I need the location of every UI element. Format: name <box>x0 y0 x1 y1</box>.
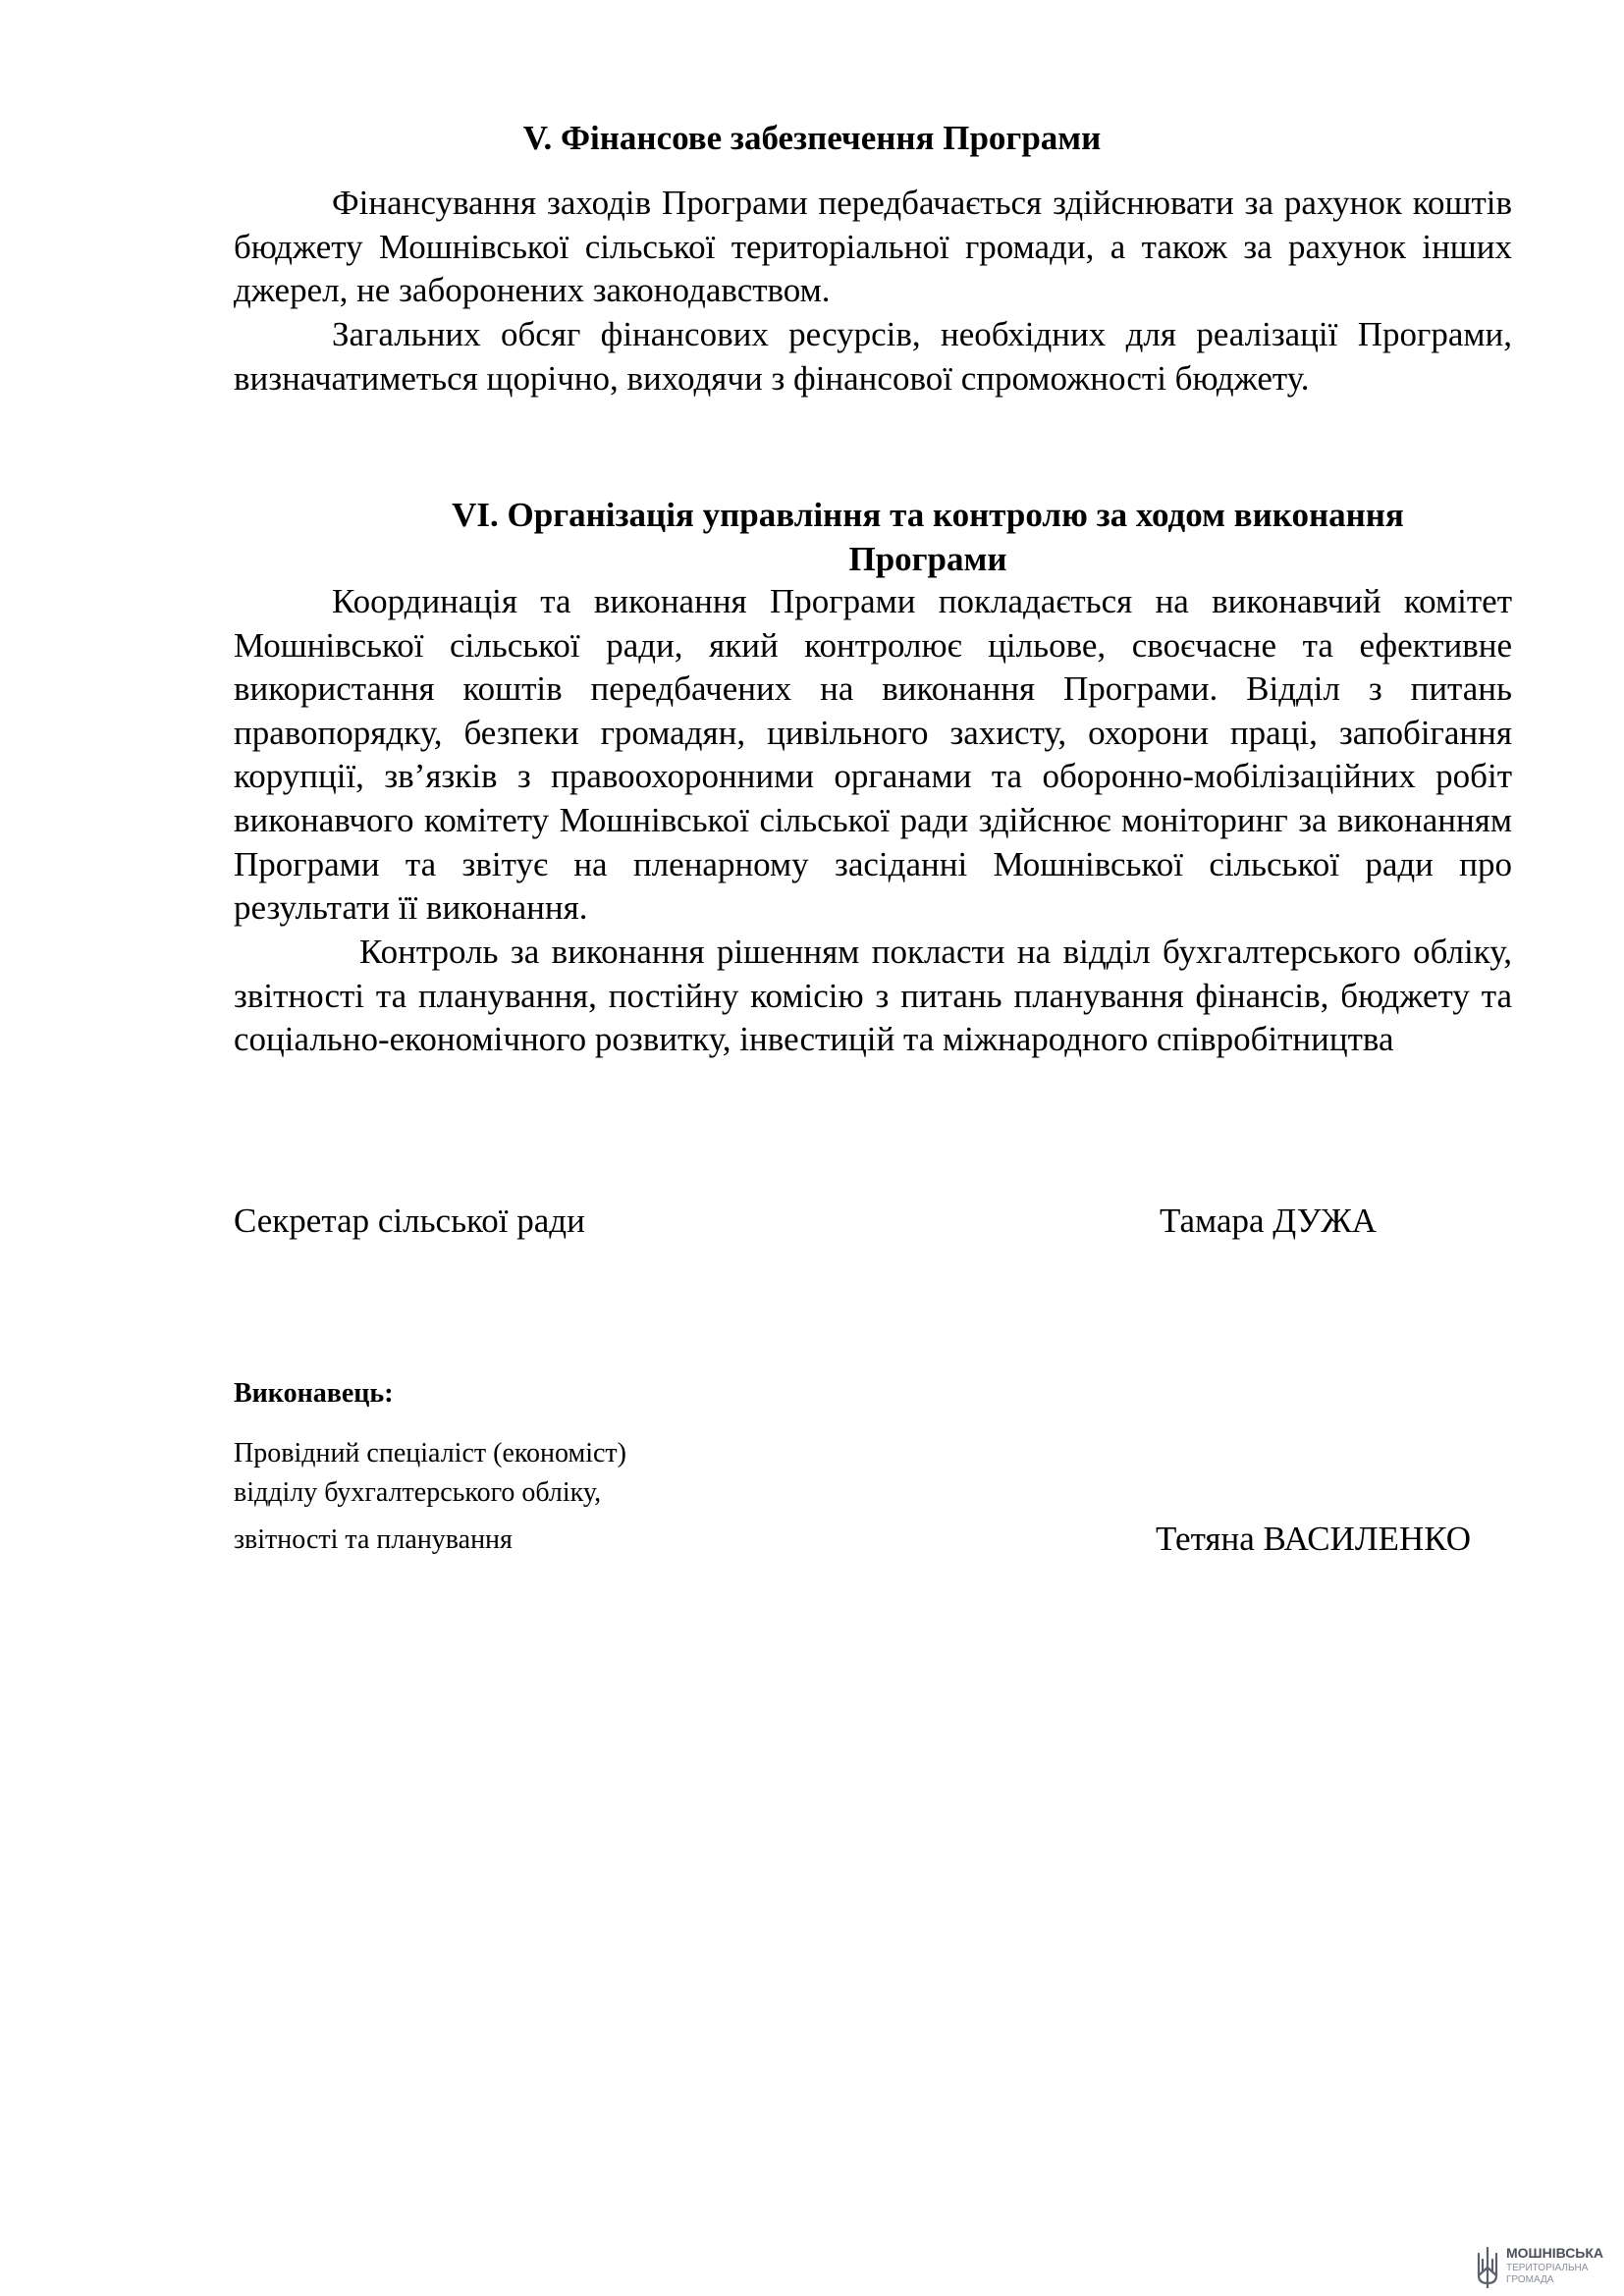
section-5-heading: V. Фінансове забезпечення Програми <box>522 119 1102 157</box>
section-6-heading-line-1: VI. Організація управління та контролю за ходом виконання <box>452 496 1404 534</box>
logo-subtitle-1: ТЕРИТОРІАЛЬНА <box>1506 2263 1589 2273</box>
section-6-paragraph-1: Координація та виконання Програми покладається на виконавчий комітет Мошнівської сільської ради, який контролює цільове, своєчасне та ефективне використання коштів передбачених на виконання Програми. Відділ з питань правопорядку, безпеки громадян, цивільного захисту, охорони праці, запобігання корупції, зв’язків з правоохоронними органами та оборонно-мобілізаційних робіт виконавчого комітету Мошнівської сільської ради здійснює моніторинг за виконанням Програми та звітує на пленарному засіданні Мошнівської сільської ради про результати її виконання. <box>234 582 1512 928</box>
logo-subtitle-2: ГРОМАДА <box>1506 2274 1554 2285</box>
section-5-paragraph-2: Загальних обсяг фінансових ресурсів, необхідних для реалізації Програми, визначатиметься щорічно, виходячи з фінансової спроможності бюджету. <box>234 315 1512 398</box>
executor-name: Тетяна ВАСИЛЕНКО <box>1156 1520 1471 1558</box>
section-6-paragraph-2: Контроль за виконання рішенням покласти на відділ бухгалтерського обліку, звітності та планування, постійну комісію з питань планування фінансів, бюджету та соціально-економічного розвитку, інвестицій та міжнародного співробітництва <box>234 933 1512 1059</box>
executor-label: Виконавець: <box>234 1378 394 1409</box>
community-logo <box>1473 2246 1615 2289</box>
logo-title: МОШНІВСЬКА <box>1506 2245 1604 2261</box>
section-5-paragraph-1: Фінансування заходів Програми передбачається здійснювати за рахунок коштів бюджету Мошнівської сільської територіальної громади, а також за рахунок інших джерел, не заборонених законодавством. <box>234 184 1512 310</box>
executor-line-2: відділу бухгалтерського обліку, <box>234 1477 602 1508</box>
section-6-heading-line-2: Програми <box>848 540 1007 578</box>
executor-line-1: Провідний спеціаліст (економіст) <box>234 1438 626 1468</box>
secretary-name: Тамара ДУЖА <box>1160 1201 1377 1240</box>
secretary-position: Секретар сільської ради <box>234 1201 585 1240</box>
trident-icon <box>1473 2246 1502 2289</box>
executor-line-3: звітності та планування <box>234 1524 513 1555</box>
